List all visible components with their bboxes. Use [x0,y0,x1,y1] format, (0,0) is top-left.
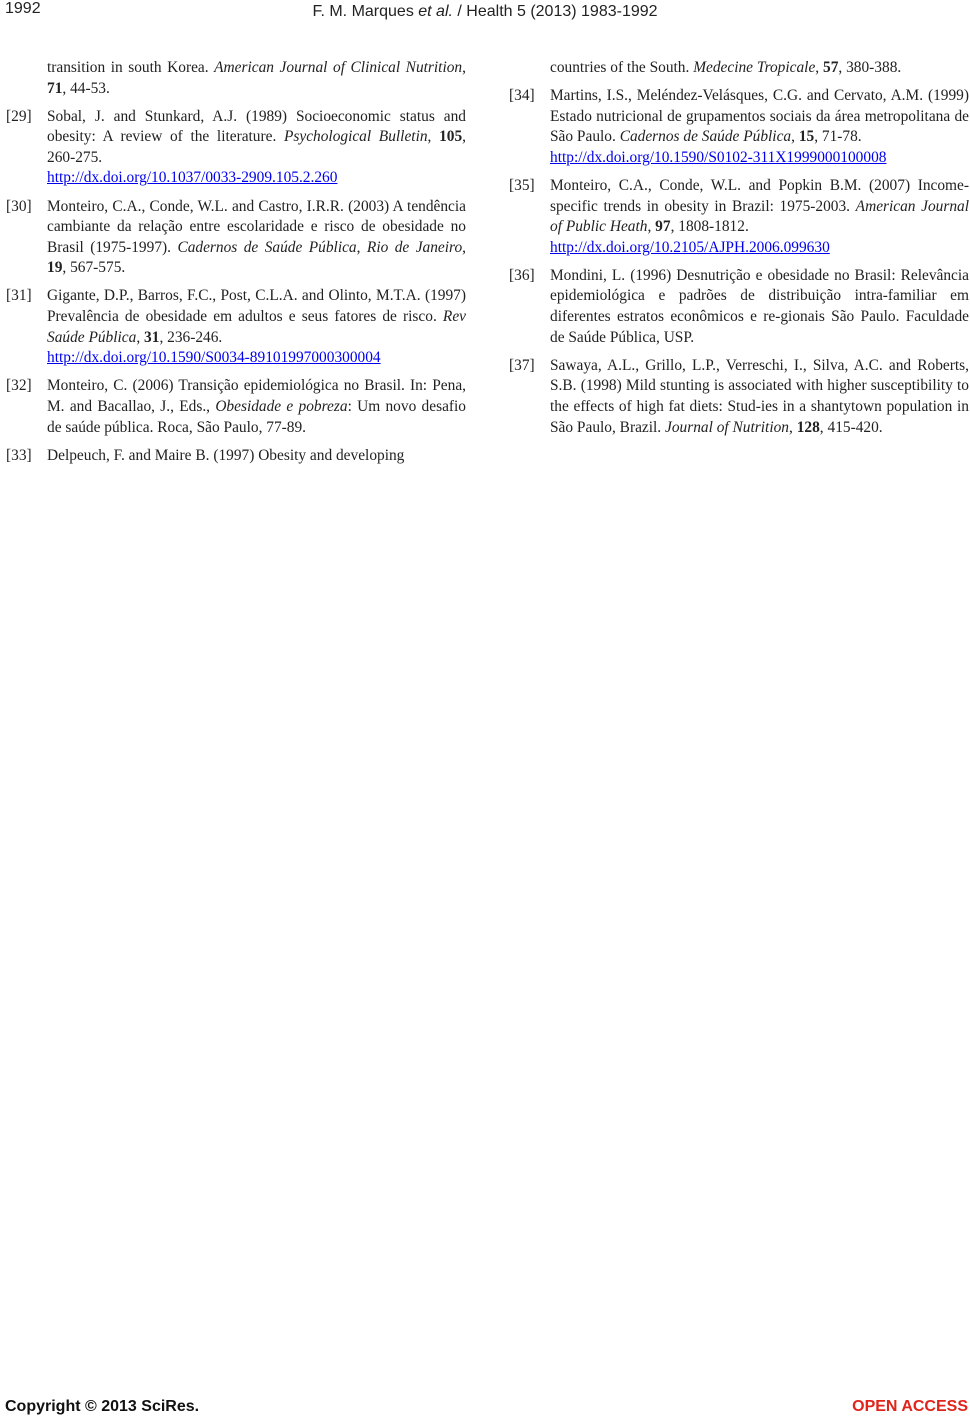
ref-pages: , 380-388. [838,59,902,76]
reference-34 [509,86,969,168]
ref-body [47,376,466,438]
ref-pages: , 415-420. [819,418,883,436]
reference-30 [6,197,466,279]
open-access-label: OPEN ACCESS [852,1398,968,1415]
ref-number: [30] [6,197,32,215]
ref-volume: 15 [798,128,815,146]
ref-pages: , 236-246. [159,328,223,346]
running-head [0,3,970,21]
doi-link[interactable]: http://dx.doi.org/10.1590/S0102-311X1999000100008 [550,148,887,166]
ref-journal-place: Rio de Janeiro [366,238,463,256]
ref-journal: American Journal of Clinical Nutrition [214,59,463,76]
reference-35 [509,176,969,258]
ref-journal: Rev Saúde Pública [47,308,466,346]
ref-text: Monteiro, C.A., Conde, W.L. and Popkin B.M. (2007) Income-specific trends in obesity in Brazil: 1975-2003. [550,176,969,215]
ref-body [550,86,969,168]
ref-volume: 97 [655,218,671,236]
reference-continuation [6,58,466,99]
page-number: 1992 [5,0,41,17]
ref-text: Delpeuch, F. and Maire B. (1997) Obesity and developing [47,446,405,464]
ref-body [550,356,969,438]
ref-volume: 71 [47,79,63,97]
ref-volume: 128 [796,418,820,436]
ref-text: Gigante, D.P., Barros, F.C., Post, C.L.A. and Olinto, M.T.A. (1997) Prevalência de obesidade em adultos e seus fatores de risco. [47,287,466,326]
reference-33 [6,446,466,467]
ref-sep: , [791,128,799,146]
ref-body [47,197,466,279]
ref-sep: , [356,238,367,256]
ref-number: [34] [509,87,535,105]
ref-journal: Journal of Nutrition [665,418,789,436]
doi-link[interactable]: http://dx.doi.org/10.1037/0033-2909.105.2.260 [47,169,338,187]
ref-sep: , [136,328,145,346]
ref-text: Monteiro, C. (2006) Transição epidemiológica no Brasil. In: Pena, M. and Bacallao, J., Eds., [47,377,466,415]
ref-sep: , [815,59,823,76]
ref-number: [35] [509,176,535,194]
ref-body [550,266,969,348]
ref-text: Sobal, J. and Stunkard, A.J. (1989) Socioeconomic status and obesity: A review of the literature. [47,107,466,146]
ref-journal: Cadernos de Saúde Pública [177,238,357,256]
ref-journal: Psychological Bulletin [283,128,428,146]
ref-text: Martins, I.S., Meléndez-Velásques, C.G. and Cervato, A.M. (1999) Estado nutricional de grupamentos sociais da área metropolitana de São Paulo. [550,87,969,146]
ref-sep: , [427,128,440,146]
ref-volume: 31 [144,328,160,346]
reference-36 [509,266,969,348]
ref-text: Mondini, L. (1996) Desnutrição e obesidade no Brasil: Relevância epidemiológica e padrões de distribuição intra-familiar em diferentes estratos econômicos e re-gionais São Paulo. Faculdade de Saúde Pública, USP. [550,266,969,346]
running-head-etal: et al. [418,3,453,20]
reference-37 [509,356,969,438]
ref-volume: 57 [823,59,839,76]
ref-journal: Obesidade e pobreza [215,397,348,415]
ref-text: countries of the South. [550,59,694,76]
right-column [509,58,969,446]
ref-number: [31] [6,287,32,305]
ref-body [47,446,466,467]
ref-number: [29] [6,107,32,125]
ref-text: Monteiro, C.A., Conde, W.L. and Castro, I.R.R. (2003) A tendência cambiante da relação entre escolaridade e risco de obesidade no Brasil (1975-1997). [47,197,466,256]
ref-pages: , 1808-1812. [670,218,749,236]
copyright-notice: Copyright © 2013 SciRes. [5,1398,200,1415]
ref-number: [33] [6,446,32,464]
left-column [6,58,466,474]
ref-pages: , 71-78. [814,128,862,146]
ref-text: transition in south Korea. [47,59,215,76]
ref-volume: 105 [439,128,463,146]
ref-body [47,107,466,189]
ref-number: [37] [509,356,535,374]
doi-link[interactable]: http://dx.doi.org/10.1590/S0034-89101997000300004 [47,349,381,367]
ref-text: Sawaya, A.L., Grillo, L.P., Verreschi, I., Silva, A.C. and Roberts, S.B. (1998) Mild stunting is associated with higher susceptibility to the effects of high fat diets: Stud-ies in a shantytown population in São Paulo, Brazil. [550,356,969,436]
ref-sep: , [789,418,797,436]
doi-link[interactable]: http://dx.doi.org/10.2105/AJPH.2006.099630 [550,238,830,256]
ref-journal: Cadernos de Saúde Pública [619,128,792,146]
ref-pages: , 260-275. [47,128,467,166]
ref-sep: , [647,218,656,236]
ref-body [47,286,466,368]
ref-number: [32] [6,377,32,395]
ref-body [550,176,969,258]
ref-volume: 19 [47,259,63,277]
reference-32 [6,376,466,438]
ref-sep: , [462,238,466,256]
ref-pages: : Um novo desafio de saúde pública. Roca, São Paulo, 77-89. [47,397,466,436]
running-head-authors: F. M. Marques [312,3,419,20]
reference-31 [6,286,466,368]
ref-pages: , 567-575. [62,259,126,277]
ref-journal: Medecine Tropicale [693,59,816,76]
ref-journal: American Journal of Public Heath [550,197,970,236]
reference-29 [6,107,466,189]
reference-continuation [509,58,969,79]
ref-sep: , [462,59,466,76]
running-head-journal: / Health 5 (2013) 1983-1992 [452,3,658,20]
ref-pages: , 44-53. [62,79,110,97]
ref-number: [36] [509,266,535,284]
